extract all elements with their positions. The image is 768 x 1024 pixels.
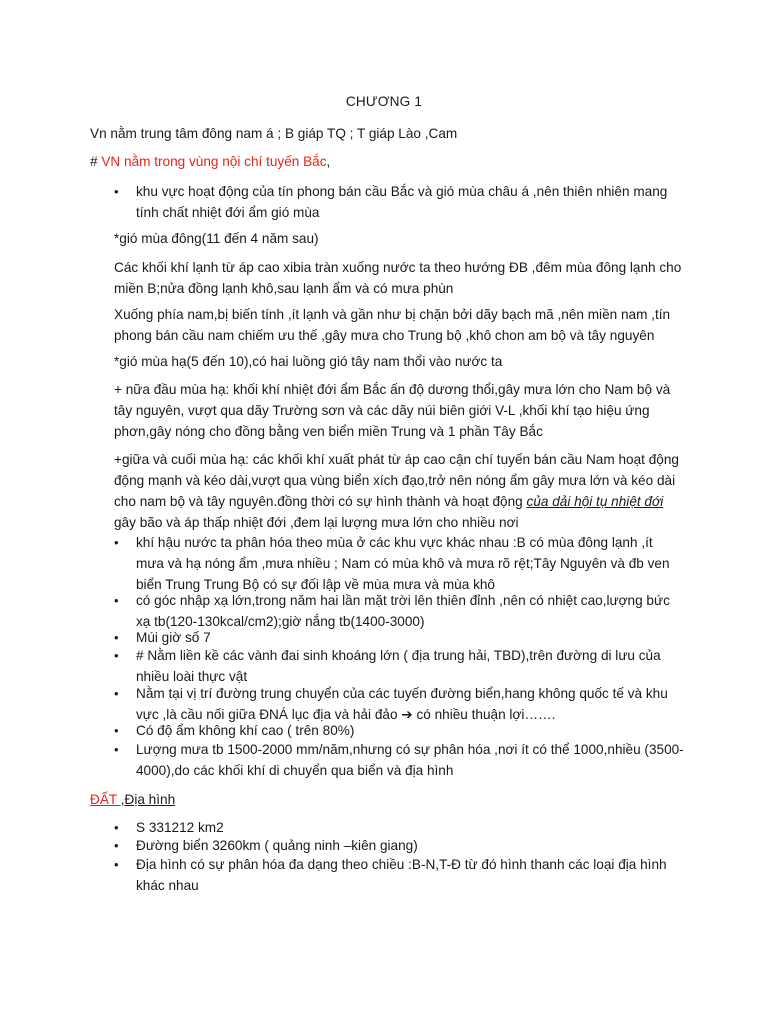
section-heading-terrain [90,789,680,810]
winter-paragraph-2: Xuống phía nam,bị biến tính ,ít lạnh và gần như bị chặn bởi dãy bạch mã ,nên miền nam ,tín phong bán cầu nam chiếm ưu thế ,gây mưa cho Trung bộ ,khô chon am bộ và tây nguyên [114,307,671,343]
list-item: Có độ ẩm không khí cao ( trên 80%) [136,723,355,738]
chapter-title: CHƯƠNG 1 [345,94,423,109]
paragraph-tropic [90,151,680,172]
bullet-icon: • [114,648,119,663]
summer-paragraph-2 [114,449,684,533]
summer-text-c: gây bão và áp thấp nhiệt đới ,đem lại lượng mưa lớn cho nhiều nơi [114,515,519,530]
bullet-icon: • [114,184,119,199]
bullet-icon: • [114,742,119,757]
bullet-icon: • [114,820,119,835]
list-item: Đường biển 3260km ( quảng ninh –kiên giang) [136,838,418,853]
bullet-icon: • [114,723,119,738]
winter-heading: *gió mùa đông(11 đến 4 năm sau) [114,231,319,246]
bullet-icon: • [114,535,119,550]
list-item: S 331212 km2 [136,820,224,835]
summer-paragraph-1: + nữa đầu mùa hạ: khối khí nhiệt đới ẩm Bắc ấn độ dương thổi,gây mưa lớn cho Nam bộ và tây nguyên, vượt qua dãy Trường sơn và các dãy núi biên giới V-L ,khối khí tạo hiệu ứng phơn,gây nóng cho đồng bằng ven biển miền Trung và 1 phần Tây Bắc [114,382,671,439]
list-item: có góc nhập xạ lớn,trong năm hai lần mặt trời lên thiên đỉnh ,nên có nhiệt cao,lượng bức xạ tb(120-130kcal/cm2);giờ nắng tb(1400-3000) [136,593,670,629]
terrain-label: ,Địa hình [120,792,176,807]
list-item: # Nằm liền kề các vành đai sinh khoáng lớn ( địa trung hải, TBD),trên đường di lưu của nhiều loài thực vật [136,648,661,684]
bullet-icon: • [114,857,119,872]
summer-text-a: +giữa và cuối mùa hạ: các khối khí xuất phát từ áp cao cận chí tuyến bán cầu Nam hoạt động động mạnh và kéo dài,vượt qua vùng biển xích đạo,trở nên nóng ẩm gây mưa lớn và kéo dài cho nam bộ và tây nguyên.đồng thời có sự hình thành và hoạt động [114,452,679,509]
list-item: Nằm tại vị trí đường trung chuyển của các tuyến đường biển,hang không quốc tế và khu vực ,là cầu nối giữa ĐNÁ lục địa và hải đảo ➔ có nhiều thuận lợi……. [136,686,668,722]
tropic-highlight: VN nằm trong vùng nội chí tuyến Bắc [101,154,327,169]
comma: , [326,154,331,169]
bullet-icon: • [114,686,119,701]
bullet-icon: • [114,593,119,608]
list-item: Địa hình có sự phân hóa đa dạng theo chiều :B-N,T-Đ từ đó hình thanh các loại địa hình khác nhau [136,857,667,893]
dat-label: ĐẤT [90,792,121,807]
list-item: khí hậu nước ta phân hóa theo mùa ở các khu vực khác nhau :B có mùa đông lạnh ,ít mưa và hạ nóng ẩm ,mưa nhiều ; Nam có mùa khô và mưa rõ rệt;Tây Nguyên và đb ven biển Trung Trung Bộ có sự đối lập về mùa mưa và mùa khô [136,535,670,592]
bullet-icon: • [114,838,119,853]
bullet-icon: • [114,630,119,645]
bullet-item-monsoon: khu vực hoạt động của tín phong bán cầu Bắc và gió mùa châu á ,nên thiên nhiên mang tính chất nhiệt đới ẩm gió mùa [136,184,668,220]
hash-mark: # [90,154,102,169]
list-item: Múi giờ số 7 [136,630,211,645]
winter-paragraph-1: Các khối khí lạnh từ áp cao xibia tràn xuống nước ta theo hướng ĐB ,đêm mùa đông lạnh cho miền B;nửa đồng lạnh khô,sau lạnh ẩm và có mưa phùn [114,260,682,296]
itcz-link: của dải hội tụ nhiệt đới [526,494,664,509]
summer-heading: *gió mùa hạ(5 đến 10),có hai luồng gió tây nam thổi vào nước ta [114,354,503,369]
paragraph-location: Vn nằm trung tâm đông nam á ; B giáp TQ ; T giáp Lào ,Cam [90,126,458,141]
list-item: Lượng mưa tb 1500-2000 mm/năm,nhưng có sự phân hóa ,nơi ít có thể 1000,nhiều (3500-4000),do các khối khí di chuyển qua biển và địa hình [136,742,684,778]
